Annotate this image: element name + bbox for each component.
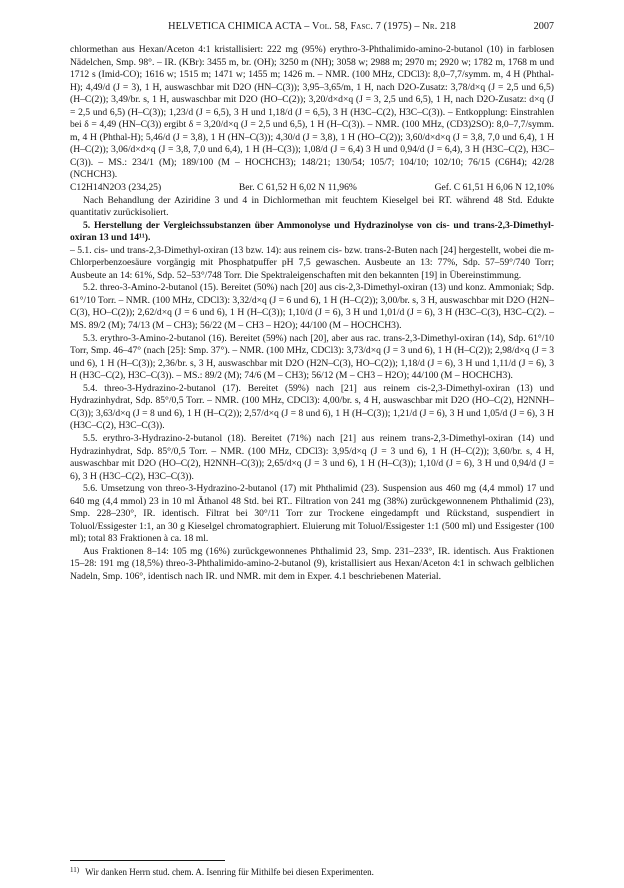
paragraph-erythro-compound-10: chlormethan aus Hexan/Aceton 4:1 kristallisiert: 222 mg (95%) erythro-3-Phthalimido-amino-2-butanol (10) in farblosen Nädelchen, Smp. 98°. – IR. (KBr): 3455 m, br. (OH); 3250 m (NH); 3058 w; 2988 m; 2970 m; 2920 w; 1782 m, 1768 m und 1712 s (Imid-CO); 1616 w; 1515 m; 1471 w; 1455 m; 1426 m. – NMR. (100 MHz, CDCl3): 8,0–7,7/symm. m, 4 H (Phthal-H); 4,49/d (J = 3), 1 H, auswaschbar mit D2O (HN–C(3)); 3,95–3,65/m, 1 H, nach D2O-Zusatz: 3,78/d×q (J = 2,5 und 6,5) (H–C(2)); 3,49/br. s, 1 H, auswaschbar mit D2O (HO–C(2)); 3,20/d×d×q (J = 3, 2,5 und 6,5), 1 H, nach D2O-Zusatz: d×q (J = 2,5 und 6,5) (H–C(3)); 1,23/d (J = 6,5), 3 H und 1,18/d (J = 6,5), 3 H (H3C–C(2), H3C–C(3)). – Entkopplung: Einstrahlen bei δ = 4,49 (HN–C(3)) ergibt δ = 3,20/d×q (J = 2,5 und 6,5), 1 H (H–C(3)). – NMR. (100 MHz, (CD3)2SO): 8,0–7,7/symm. m, 4 H (Phthal-H); 5,46/d (J = 3,8), 1 H (HN–C(3)); 4,30/d (J = 3,8), 1 H (HO–C(2)); 3,60/d×d×q (J = 3,8, 7,0 und 6,4), 1 H (H–C(2)); 3,06/d×d×q (J = 3,8, 7,0 und 6,4), 1 H (H–C(3)); 1,08/d (J = 6,4) 3 H und 0,94/d (J = 6,4), 3 H (H3C–C(2), H3C–C(3)). – MS.: 234/1 (M); 189/100 (M – HOCHCH3); 148/21; 130/54; 105/7; 104/10; 102/10; 76/15 (C6H4); 42/28 (NCHCH3). xyxy=(70,44,554,181)
page-number: 2007 xyxy=(533,21,554,32)
paragraph-fractions: Aus Fraktionen 8–14: 105 mg (16%) zurückgewonnenes Phthalimid 23, Smp. 231–233°, IR. identisch. Aus Fraktionen 15–28: 191 mg (18,5%) threo-3-Phthalimido-amino-2-butanol (9), kristallisiert aus Hexan/Aceton 4:1 in schwach gelblichen Nadeln, Smp. 106°, identisch nach IR. und NMR. mit dem in Exper. 4.1 beschriebenen Material. xyxy=(70,545,554,582)
body-text xyxy=(70,44,554,584)
paragraph-aziridine-treatment: Nach Behandlung der Aziridine 3 und 4 in Dichlormethan mit feuchtem Kieselgel bei RT. während 48 Std. Edukte quantitativ zurückisoliert. xyxy=(70,194,554,219)
footnote xyxy=(70,864,554,878)
elemental-analysis xyxy=(70,182,554,195)
section-5-heading: 5. Herstellung der Vergleichssubstanzen über Ammonolyse und Hydrazinolyse von cis- und trans-2,3-Dimethyl-oxiran 13 und 14¹¹). xyxy=(70,219,554,244)
footnote-text: Wir danken Herrn stud. chem. A. Isenring für Mithilfe bei diesen Experimenten. xyxy=(85,867,374,877)
paragraph-5-3: 5.3. erythro-3-Amino-2-butanol (16). Bereitet (59%) nach [20], aber aus rac. trans-2,3-Dimethyl-oxiran (14), Sdp. 61°/10 Torr, Smp. 46–47° (nach [25]: Smp. 37°). – NMR. (100 MHz, CDCl3): 3,73/d×q (J = 3 und 6), 1 H (H–C(2)); 2,98/d×q (J = 3 und 6), 1 H (H–C(3)); 2,36/br. s, 3 H, auswaschbar mit D2O (H2N–C(3), HO–C(2)); 1,18/d (J = 6), 3 H und 1,11/d (J = 6), 3 H (H3C–C(2), H3C–C(3)). – MS.: 89/2 (M); 74/6 (M – CH3); 56/12 (M – CH3 – H2O); 44/100 (M – HOCHCH3). xyxy=(70,332,554,382)
paragraph-5-5: 5.5. erythro-3-Hydrazino-2-butanol (18). Bereitet (71%) nach [21] aus reinem trans-2,3-Dimethyl-oxiran (14) und Hydrazinhydrat, Sdp. 85°/0,5 Torr. – NMR. (100 MHz, CDCl3): 3,95/d×q (J = 3 und 6), 1 H (H–C(2)); 3,60/br. s, 4 H, auswaschbar mit D2O (HO–C(2), H2NNH–C(3)); 2,65/d×q (J = 3 und 6), 1 H (H–C(3)); 1,10/d (J = 6), 3 H und 0,94/d (J = 6), 3 H (H3C–C(2), H3C–C(3)). xyxy=(70,432,554,482)
paragraph-5-6: 5.6. Umsetzung von threo-3-Hydrazino-2-butanol (17) mit Phthalimid (23). Suspension aus 460 mg (4,4 mmol) 17 und 640 mg (4,4 mmol) 23 in 10 ml Äthanol 48 Std. bei RT.. Filtration von 241 mg (38%) zurückgewonnenem Phthalimid (23), Smp. 228–230°, IR. identisch. Filtrat bei 30°/11 Torr zur Trockene eingedampft und Rückstand, suspendiert in Toluol/Essigester 1:1, an 30 g Kieselgel chromatographiert. Eluierung mit Toluol/Essigester 1:1 (500 ml) und Essigester (100 ml); total 83 Fraktionen à ca. 18 ml. xyxy=(70,483,554,545)
paragraph-5-4: 5.4. threo-3-Hydrazino-2-butanol (17). Bereitet (59%) nach [21] aus reinem cis-2,3-Dimethyl-oxiran (13) und Hydrazinhydrat, Sdp. 85°/0,5 Torr. – NMR. (100 MHz, CDCl3): 4,00/br. s, 4 H, auswaschbar mit D2O (HO–C(2), H2NNH–C(3)); 3,63/d×q (J = 8 und 6), 1 H (H–C(2)); 2,57/d×q (J = 8 und 6), 1 H (H–C(3)); 1,21/d (J = 6), 3 H und 1,05/d (J = 6), 3 H (H3C–C(2), H3C–C(3)). xyxy=(70,382,554,432)
analysis-calculated: Ber. C 61,52 H 6,02 N 11,96% xyxy=(238,182,357,194)
analysis-formula: C12H14N2O3 (234,25) xyxy=(70,182,162,194)
journal-citation: HELVETICA CHIMICA ACTA – Vol. 58, Fasc. 7 (1975) – Nr. 218 xyxy=(168,21,456,32)
running-header xyxy=(70,20,554,34)
footnote-divider xyxy=(70,860,225,861)
analysis-found: Gef. C 61,51 H 6,06 N 12,10% xyxy=(434,182,554,194)
paragraph-5-1: – 5.1. cis- und trans-2,3-Dimethyl-oxiran (13 bzw. 14): aus reinem cis- bzw. trans-2-Buten nach [24] hergestellt, wobei die m-Chlorperbenzoesäure vorgängig mit Phosphatpuffer pH 7,5 gewaschen. Ausbeute an 13: 77%, Sdp. 57–59°/740 Torr; Ausbeute an 14: 61%, Sdp. 52–53°/748 Torr. Die Spektraleigenschaften mit den bekannten [19] in Übereinstimmung. xyxy=(70,244,554,281)
footnote-mark: 11) xyxy=(70,866,80,874)
paragraph-5-2: 5.2. threo-3-Amino-2-butanol (15). Bereitet (50%) nach [20] aus cis-2,3-Dimethyl-oxiran (13) und konz. Ammoniak; Sdp. 61°/10 Torr. – NMR. (100 MHz, CDCl3): 3,32/d×q (J = 6 und 6), 1 H (H–C(2)); 3,00/br. s, 3 H, auswaschbar mit D2O (H2N–C(3), HO–C(2)); 2,62/d×q (J = 6 und 6), 1 H (H–C(3)); 1,10/d (J = 6), 3 H und 1,01/d (J = 6), 3 H (H3C–C(3), H3C–C(2). – MS. 89/2 (M); 74/13 (M – CH3); 56/22 (M – CH3 – H2O); 44/100 (M – HOCHCH3). xyxy=(70,282,554,332)
